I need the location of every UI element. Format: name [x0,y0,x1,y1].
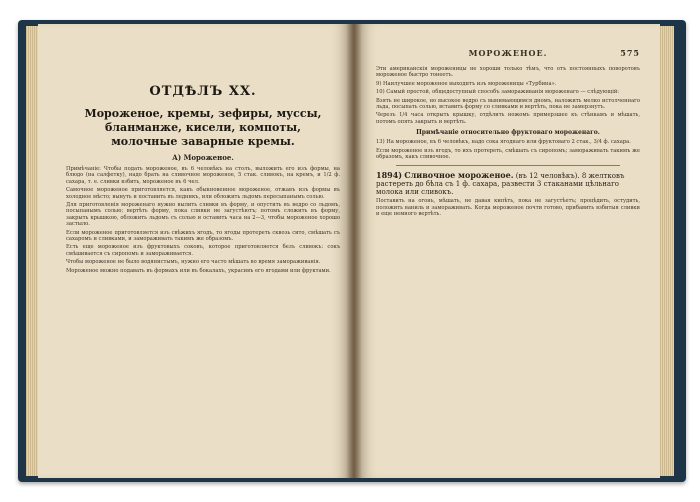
recipe-title: Сливочное мороженое. [404,170,514,181]
recipe-body: Поставить на огонь, мѣшать, не давая кипѣть, пока не загустѣетъ; процѣдить, остудить, положить ваниль и замораживать. Когда мороженое почти готово, прибавить взбитыя сливки и еще немного вертѣть. [376,198,640,218]
body-paragraph: Взять не широкое, но высокое ведро съ вынимающимся дномъ, наложить мелко истолченнаго льда, посыпать солью, вставить форму со сливками и вертѣть, пока не замерзнутъ. [376,97,640,111]
right-page [354,24,660,478]
page-edges-left [26,26,38,476]
body-paragraph: Если мороженое приготовляется изъ свѣжихъ ягодъ, то ягоды протереть сквозь сито, смѣшать съ сахаромъ и сливками, и замораживать такимъ же образомъ. [66,229,340,243]
body-paragraph: 9) Наилучшее мороженое выходитъ изъ мороженицы «Турбина». [376,80,557,87]
body-paragraph: Есть еще мороженое изъ фруктовыхъ соковъ, которое приготовляется безъ сливокъ: сокъ смѣшивается съ сиропомъ и замораживается. [66,244,340,257]
recipe-number: 1894) [376,170,403,181]
body-paragraph: Самочное мороженое приготовляется, какъ обыкновенное мороженое, отжавъ изъ формы въ холодное мѣсто; вынуть и поставить въ ледникъ, или обложить льдомъ пересыпанымъ солью. [66,187,340,200]
body-paragraph: Эти американскія мороженицы не хороши только тѣмъ, что отъ постоянныхъ поворотовъ мороженое быстро тонеетъ. [376,66,640,79]
running-head: МОРОЖЕНОЕ. [468,48,548,58]
page-number: 575 [620,48,640,58]
intro-paragraph: Примѣчаніе: Чтобы подать мороженое, въ 6 человѣкъ на столъ, выложить его изъ формы, на блюдо (на салфетку), надо брать на сливочное мороженое, 5 стак. сливокъ, на кремъ, и 1/2 ф. сахара, т. е. сливки взбить, мороженое въ 6 чел. [66,166,340,185]
chapter-heading: ОТДѢЛЪ XX. [149,84,257,99]
book-gutter [346,24,362,478]
body-paragraph: Черезъ 1/4 часа открыть крышку, отдѣлить ножомъ примерзшее къ стѣнкамъ и мѣшать, потомъ опять закрыть и вертѣть. [376,112,640,125]
page-edges-right [660,26,674,476]
left-page [38,24,354,478]
note-heading: Примѣчаніе относительно фруктоваго мороженаго. [416,129,600,137]
chapter-title: Мороженое, кремы, зефиры, муссы, бланманже, кисели, компоты, молочные заварные кремы. [84,107,322,148]
body-paragraph: Чтобы мороженое не было водянистымъ, нужно его часто мѣшать во время замораживанія. [66,259,321,266]
section-heading: А) Мороженое. [172,153,234,162]
divider [396,165,620,166]
recipe-heading [376,171,640,196]
note-paragraph: Если мороженое изъ ягодъ, то ихъ протереть, смѣшать съ сиропомъ; замораживать такимъ же образомъ, какъ сливочное. [376,147,640,161]
body-paragraph: Для приготовленія мороженаго нужно вылить сливки въ форму, и опустить въ ведро со льдомъ, посыпанымъ солью; вертѣть форму, пока сливки не загустѣютъ; потомъ сложить въ форму, закрыть крышкою, обложить льдомъ съ солью и оставить часа на 2—3, чтобы мороженое хорошо застыло. [66,202,340,228]
recipe-intro: (въ 12 человѣкъ). 8 желтковъ растереть до бѣла съ 1 ф. сахара, развести 3 стаканами цѣльнаго молока или сливокъ. [376,172,625,197]
running-header [376,48,640,60]
note-paragraph: 13) На мороженое, въ 6 человѣкъ, надо сока ягоднаго или фруктоваго 2 стак., 3/4 ф. сахара. [376,139,631,146]
body-paragraph: Мороженое можно подавать въ формахъ или въ бокалахъ, украсивъ его ягодами или фруктами. [66,267,331,274]
body-paragraph: 10) Самый простой, общедоступный способъ замораживанія мороженаго — слѣдующій: [376,89,620,96]
